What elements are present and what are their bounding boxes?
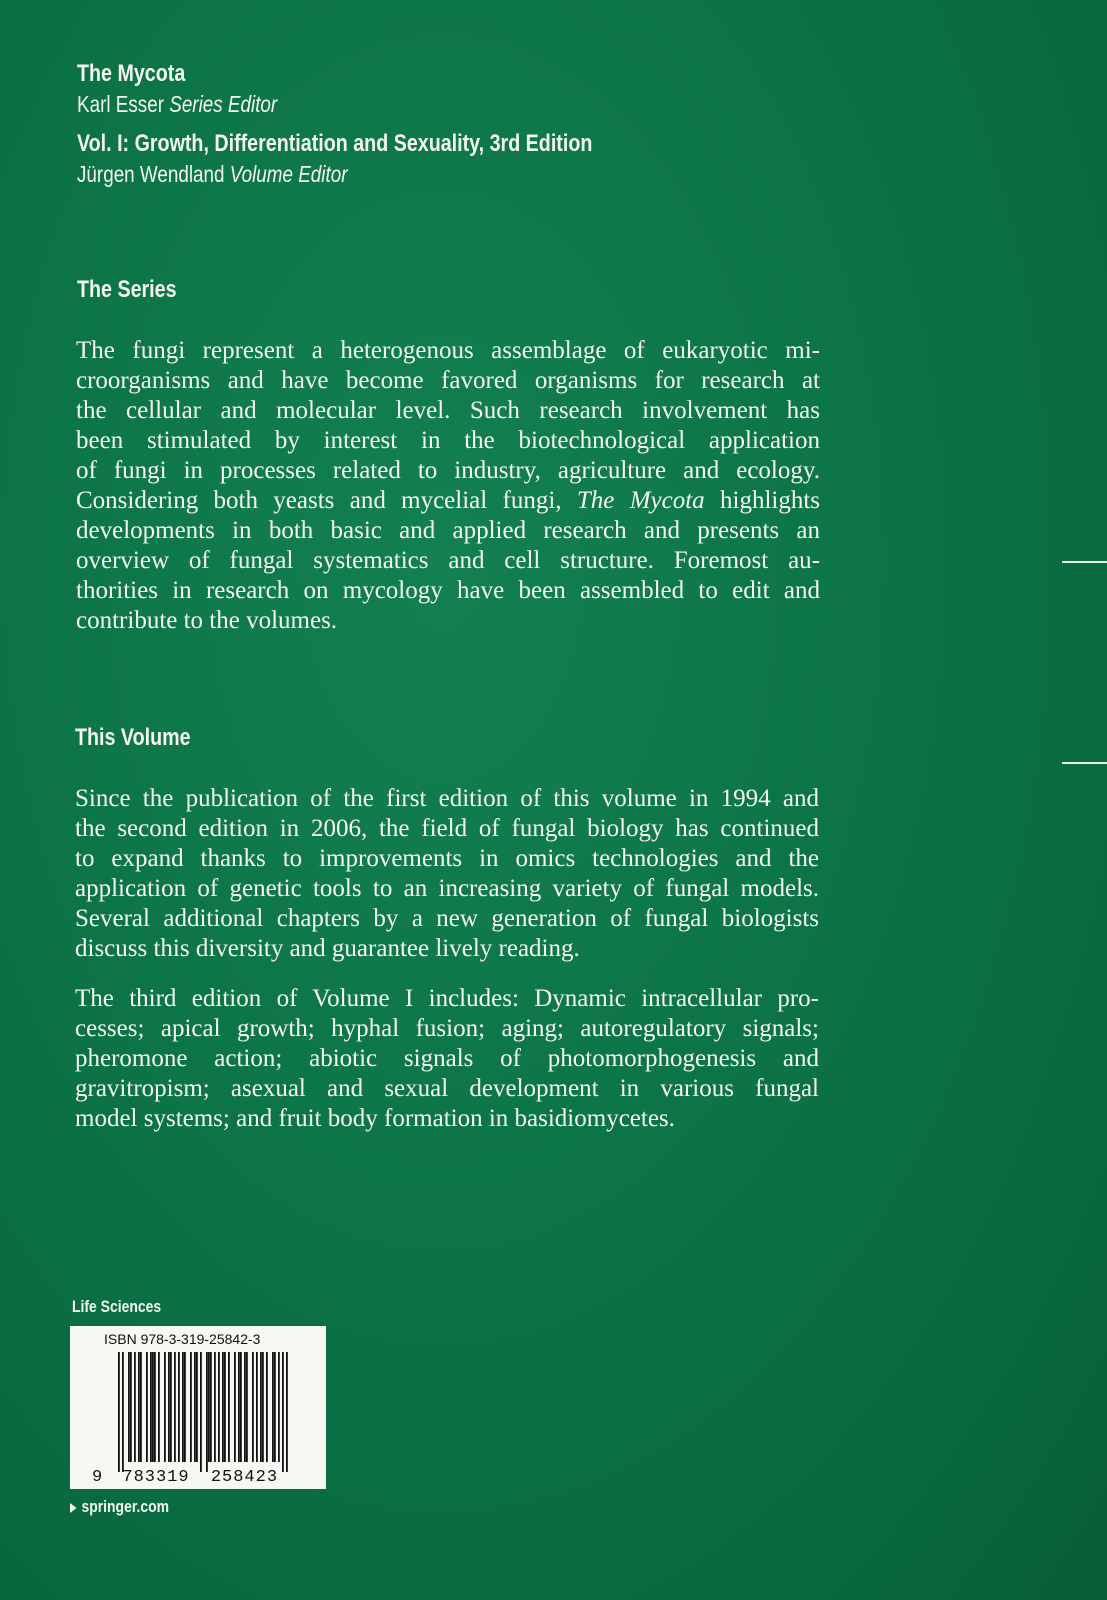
text-line: the cellular and molecular level. Such research involvement has (76, 397, 820, 424)
volume-editor-role: Volume Editor (229, 161, 348, 187)
subject-label: Life Sciences (72, 1297, 162, 1316)
volume-editor-name: Jürgen Wendland (77, 161, 225, 187)
volume-editor (77, 161, 347, 188)
volume-contents (75, 984, 819, 1134)
barcode-group-left: 783319 (122, 1468, 190, 1487)
text-line: model systems; and fruit body formation in basidiomycetes. (75, 1105, 675, 1132)
text-line: pheromone action; abiotic signals of photomorphogenesis and (75, 1045, 819, 1072)
text-line: thorities in research on mycology have been assembled to edit and (76, 577, 820, 604)
text-line: developments in both basic and applied research and presents an (76, 517, 820, 544)
series-title: The Mycota (77, 60, 186, 87)
text-line: The fungi represent a heterogenous assemblage of eukaryotic mi- (76, 337, 820, 364)
volume-description (75, 784, 819, 964)
text-line: gravitropism; asexual and sexual development in various fungal (75, 1075, 819, 1102)
text-line: cesses; apical growth; hyphal fusion; aging; autoregulatory signals; (75, 1015, 819, 1042)
play-arrow-icon (70, 1503, 77, 1513)
text-line: croorganisms and have become favored organisms for research at (76, 367, 820, 394)
series-description (76, 336, 820, 636)
text-line: of fungi in processes related to industry, agriculture and ecology. (76, 457, 820, 484)
text-line: The third edition of Volume I includes: Dynamic intracellular pro- (75, 985, 819, 1012)
text-line: been stimulated by interest in the biotechnological application (76, 427, 820, 454)
series-heading: The Series (77, 276, 177, 303)
series-editor-name: Karl Esser (77, 91, 164, 117)
publisher-link[interactable] (70, 1497, 169, 1517)
edge-tick-mark (1062, 762, 1107, 764)
text-fragment: highlights (720, 487, 821, 514)
text-line: contribute to the volumes. (76, 607, 338, 634)
series-editor-role: Series Editor (169, 91, 278, 117)
text-line: discuss this diversity and guarantee lively reading. (75, 935, 580, 962)
text-line: application of genetic tools to an increasing variety of fungal models. (75, 875, 819, 902)
publisher-link-text: springer.com (81, 1497, 170, 1516)
text-line: overview of fungal systematics and cell structure. Foremost au- (76, 547, 820, 574)
isbn-label: ISBN 978-3-319-25842-3 (104, 1331, 261, 1347)
barcode-digits (92, 1468, 278, 1487)
text-line: Since the publication of the first edition of this volume in 1994 and (75, 785, 819, 812)
text-line: to expand thanks to improvements in omics technologies and the (75, 845, 819, 872)
volume-title: Vol. I: Growth, Differentiation and Sexuality, 3rd Edition (77, 130, 593, 157)
barcode-group-right: 258423 (210, 1468, 279, 1487)
text-line: Several additional chapters by a new generation of fungal biologists (75, 905, 819, 932)
edge-tick-mark (1062, 561, 1107, 563)
text-line (76, 486, 820, 516)
text-fragment: Considering both yeasts and mycelial fungi, (76, 487, 562, 514)
barcode-graphic (118, 1352, 288, 1472)
series-editor (77, 91, 277, 118)
volume-heading: This Volume (75, 724, 191, 751)
text-line: the second edition in 2006, the field of fungal biology has continued (75, 815, 819, 842)
series-name-italic: The Mycota (576, 487, 705, 514)
barcode-first-digit: 9 (92, 1468, 104, 1487)
